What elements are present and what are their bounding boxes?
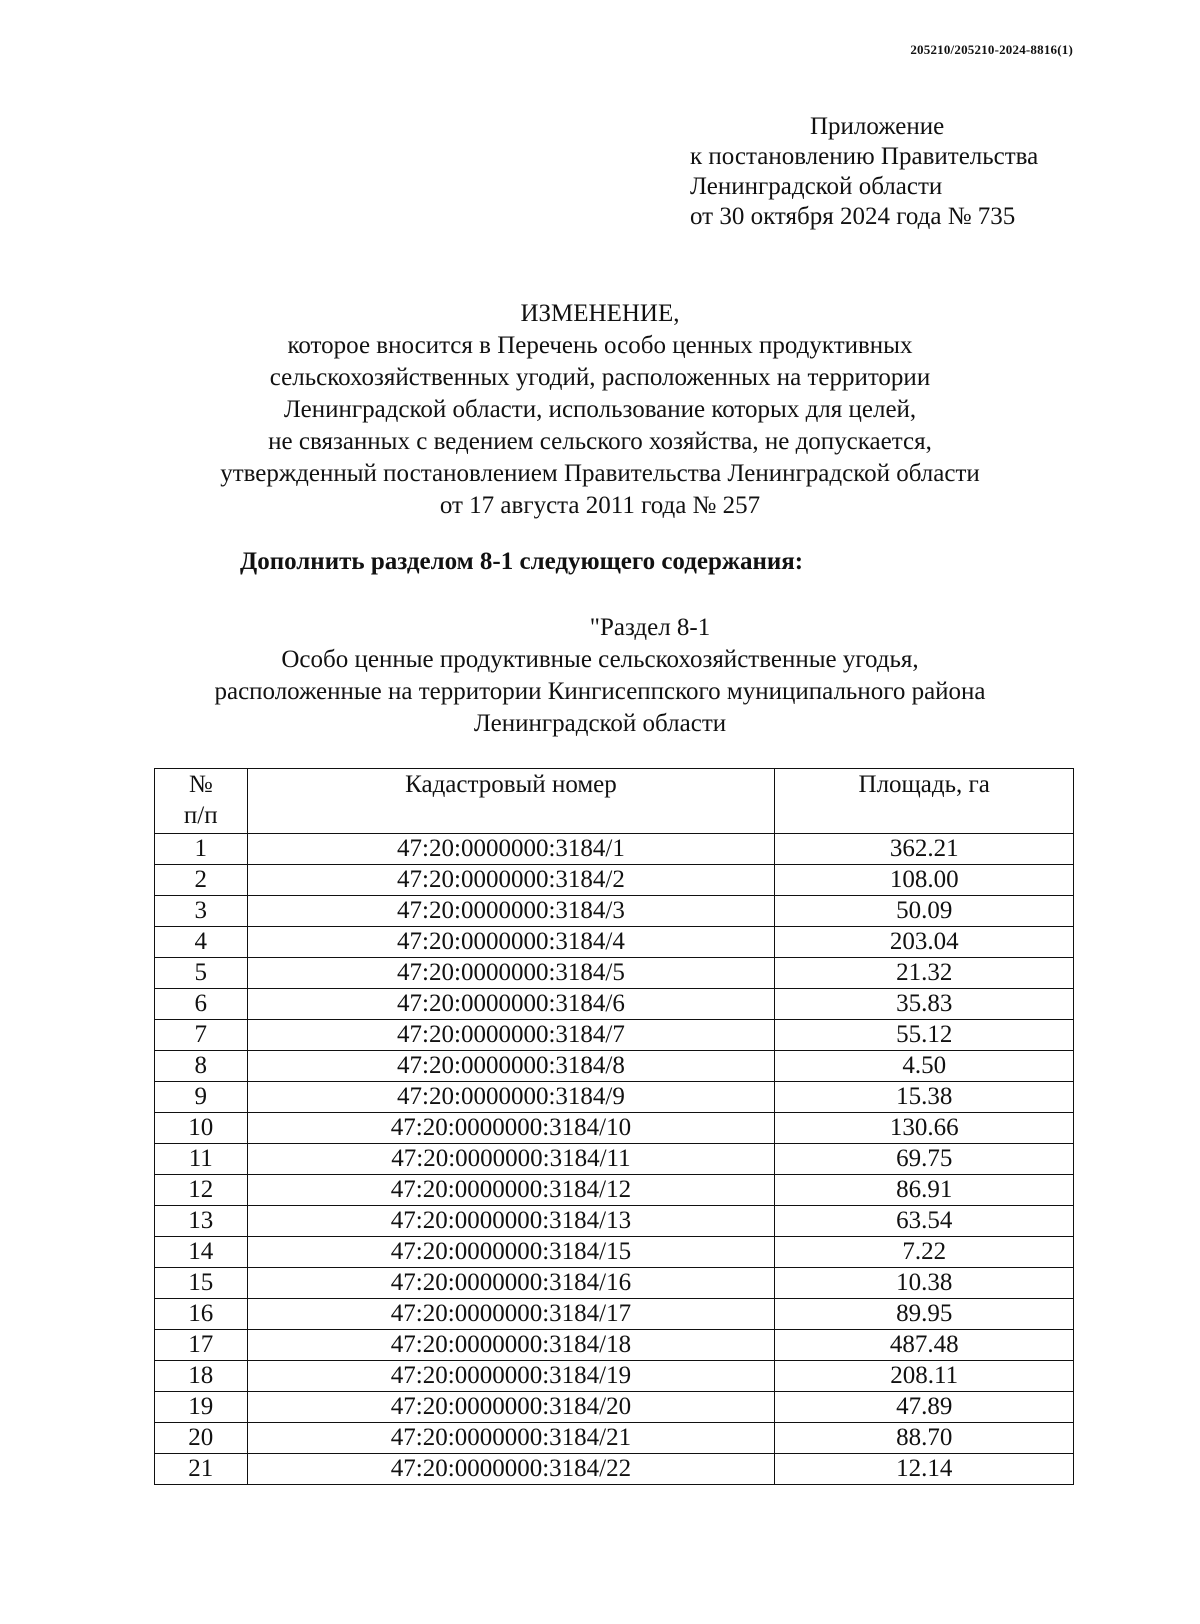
- row-area: 203.04: [775, 927, 1074, 958]
- row-number: 2: [155, 865, 248, 896]
- row-number: 5: [155, 958, 248, 989]
- row-number: 9: [155, 1082, 248, 1113]
- appendix-line: Приложение: [810, 113, 945, 140]
- row-cadastral-number: 47:20:0000000:3184/3: [247, 896, 775, 927]
- row-area: 4.50: [775, 1051, 1074, 1082]
- section-line: Особо ценные продуктивные сельскохозяйственные угодья,: [281, 646, 919, 673]
- row-number: 19: [155, 1392, 248, 1423]
- heading-line: не связанных с ведением сельского хозяйства, не допускается,: [268, 428, 932, 455]
- row-cadastral-number: 47:20:0000000:3184/1: [247, 834, 775, 865]
- row-number: 14: [155, 1237, 248, 1268]
- row-cadastral-number: 47:20:0000000:3184/10: [247, 1113, 775, 1144]
- row-cadastral-number: 47:20:0000000:3184/7: [247, 1020, 775, 1051]
- row-number: 3: [155, 896, 248, 927]
- table-row: [155, 1268, 1074, 1299]
- row-cadastral-number: 47:20:0000000:3184/9: [247, 1082, 775, 1113]
- table-row: [155, 1392, 1074, 1423]
- table-header-row: [155, 769, 1074, 834]
- table-row: [155, 1237, 1074, 1268]
- table-row: [155, 1144, 1074, 1175]
- row-cadastral-number: 47:20:0000000:3184/12: [247, 1175, 775, 1206]
- instruction-text: Дополнить разделом 8-1 следующего содержания:: [240, 548, 804, 575]
- row-cadastral-number: 47:20:0000000:3184/2: [247, 865, 775, 896]
- appendix-line: к постановлению Правительства: [690, 143, 1039, 170]
- row-number: 18: [155, 1361, 248, 1392]
- table-row: [155, 834, 1074, 865]
- row-cadastral-number: 47:20:0000000:3184/4: [247, 927, 775, 958]
- row-number: 10: [155, 1113, 248, 1144]
- row-number: 11: [155, 1144, 248, 1175]
- heading-title: ИЗМЕНЕНИЕ,: [520, 300, 680, 327]
- table-row: [155, 1113, 1074, 1144]
- table-row: [155, 1051, 1074, 1082]
- row-number: 12: [155, 1175, 248, 1206]
- row-area: 50.09: [775, 896, 1074, 927]
- row-number: 17: [155, 1330, 248, 1361]
- row-area: 63.54: [775, 1206, 1074, 1237]
- table-row: [155, 1330, 1074, 1361]
- row-cadastral-number: 47:20:0000000:3184/8: [247, 1051, 775, 1082]
- table-row: [155, 1206, 1074, 1237]
- row-area: 10.38: [775, 1268, 1074, 1299]
- row-number: 16: [155, 1299, 248, 1330]
- table-body: [155, 834, 1074, 1485]
- row-number: 15: [155, 1268, 248, 1299]
- section-line: Ленинградской области: [473, 710, 727, 737]
- table-row: [155, 1020, 1074, 1051]
- row-number: 7: [155, 1020, 248, 1051]
- row-area: 35.83: [775, 989, 1074, 1020]
- row-area: 108.00: [775, 865, 1074, 896]
- row-area: 7.22: [775, 1237, 1074, 1268]
- land-parcels-table: [154, 768, 1074, 1485]
- table-row: [155, 896, 1074, 927]
- row-area: 130.66: [775, 1113, 1074, 1144]
- document-heading: [0, 298, 1200, 522]
- section-line: расположенные на территории Кингисеппского муниципального района: [214, 678, 986, 705]
- table-row: [155, 989, 1074, 1020]
- heading-line: сельскохозяйственных угодий, расположенных на территории: [269, 364, 931, 391]
- row-cadastral-number: 47:20:0000000:3184/5: [247, 958, 775, 989]
- table-row: [155, 1175, 1074, 1206]
- row-cadastral-number: 47:20:0000000:3184/17: [247, 1299, 775, 1330]
- header-number-line2: п/п: [183, 802, 218, 829]
- row-cadastral-number: 47:20:0000000:3184/22: [247, 1454, 775, 1485]
- heading-line: от 17 августа 2011 года № 257: [439, 492, 761, 519]
- section-line: "Раздел 8-1: [589, 614, 711, 641]
- row-cadastral-number: 47:20:0000000:3184/6: [247, 989, 775, 1020]
- row-area: 47.89: [775, 1392, 1074, 1423]
- table-row: [155, 1454, 1074, 1485]
- heading-line: Ленинградской области, использование которых для целей,: [283, 396, 917, 423]
- header-area: Площадь, га: [775, 769, 1074, 834]
- row-cadastral-number: 47:20:0000000:3184/15: [247, 1237, 775, 1268]
- appendix-block: [690, 112, 1038, 232]
- document-id: 205210/205210-2024-8816(1): [910, 42, 1073, 57]
- appendix-line: Ленинградской области: [690, 173, 943, 200]
- heading-line: которое вносится в Перечень особо ценных продуктивных: [287, 332, 913, 359]
- row-cadastral-number: 47:20:0000000:3184/11: [247, 1144, 775, 1175]
- row-cadastral-number: 47:20:0000000:3184/13: [247, 1206, 775, 1237]
- table-row: [155, 927, 1074, 958]
- row-number: 13: [155, 1206, 248, 1237]
- row-cadastral-number: 47:20:0000000:3184/16: [247, 1268, 775, 1299]
- section-heading: [0, 612, 1200, 740]
- row-number: 21: [155, 1454, 248, 1485]
- row-number: 8: [155, 1051, 248, 1082]
- row-number: 1: [155, 834, 248, 865]
- header-number-line1: №: [188, 771, 213, 798]
- header-cadastral: Кадастровый номер: [247, 769, 775, 834]
- row-area: 487.48: [775, 1330, 1074, 1361]
- row-number: 20: [155, 1423, 248, 1454]
- table-row: [155, 958, 1074, 989]
- row-area: 15.38: [775, 1082, 1074, 1113]
- table-row: [155, 865, 1074, 896]
- header-number: [155, 769, 248, 834]
- row-area: 208.11: [775, 1361, 1074, 1392]
- row-cadastral-number: 47:20:0000000:3184/20: [247, 1392, 775, 1423]
- table-row: [155, 1361, 1074, 1392]
- heading-line: утвержденный постановлением Правительства Ленинградской области: [220, 460, 980, 487]
- row-area: 89.95: [775, 1299, 1074, 1330]
- row-area: 69.75: [775, 1144, 1074, 1175]
- row-area: 55.12: [775, 1020, 1074, 1051]
- row-area: 88.70: [775, 1423, 1074, 1454]
- row-area: 86.91: [775, 1175, 1074, 1206]
- row-number: 4: [155, 927, 248, 958]
- row-cadastral-number: 47:20:0000000:3184/19: [247, 1361, 775, 1392]
- row-area: 362.21: [775, 834, 1074, 865]
- table-row: [155, 1299, 1074, 1330]
- appendix-line: от 30 октября 2024 года № 735: [690, 203, 1016, 230]
- row-cadastral-number: 47:20:0000000:3184/18: [247, 1330, 775, 1361]
- row-number: 6: [155, 989, 248, 1020]
- row-cadastral-number: 47:20:0000000:3184/21: [247, 1423, 775, 1454]
- row-area: 21.32: [775, 958, 1074, 989]
- row-area: 12.14: [775, 1454, 1074, 1485]
- table-row: [155, 1082, 1074, 1113]
- table-row: [155, 1423, 1074, 1454]
